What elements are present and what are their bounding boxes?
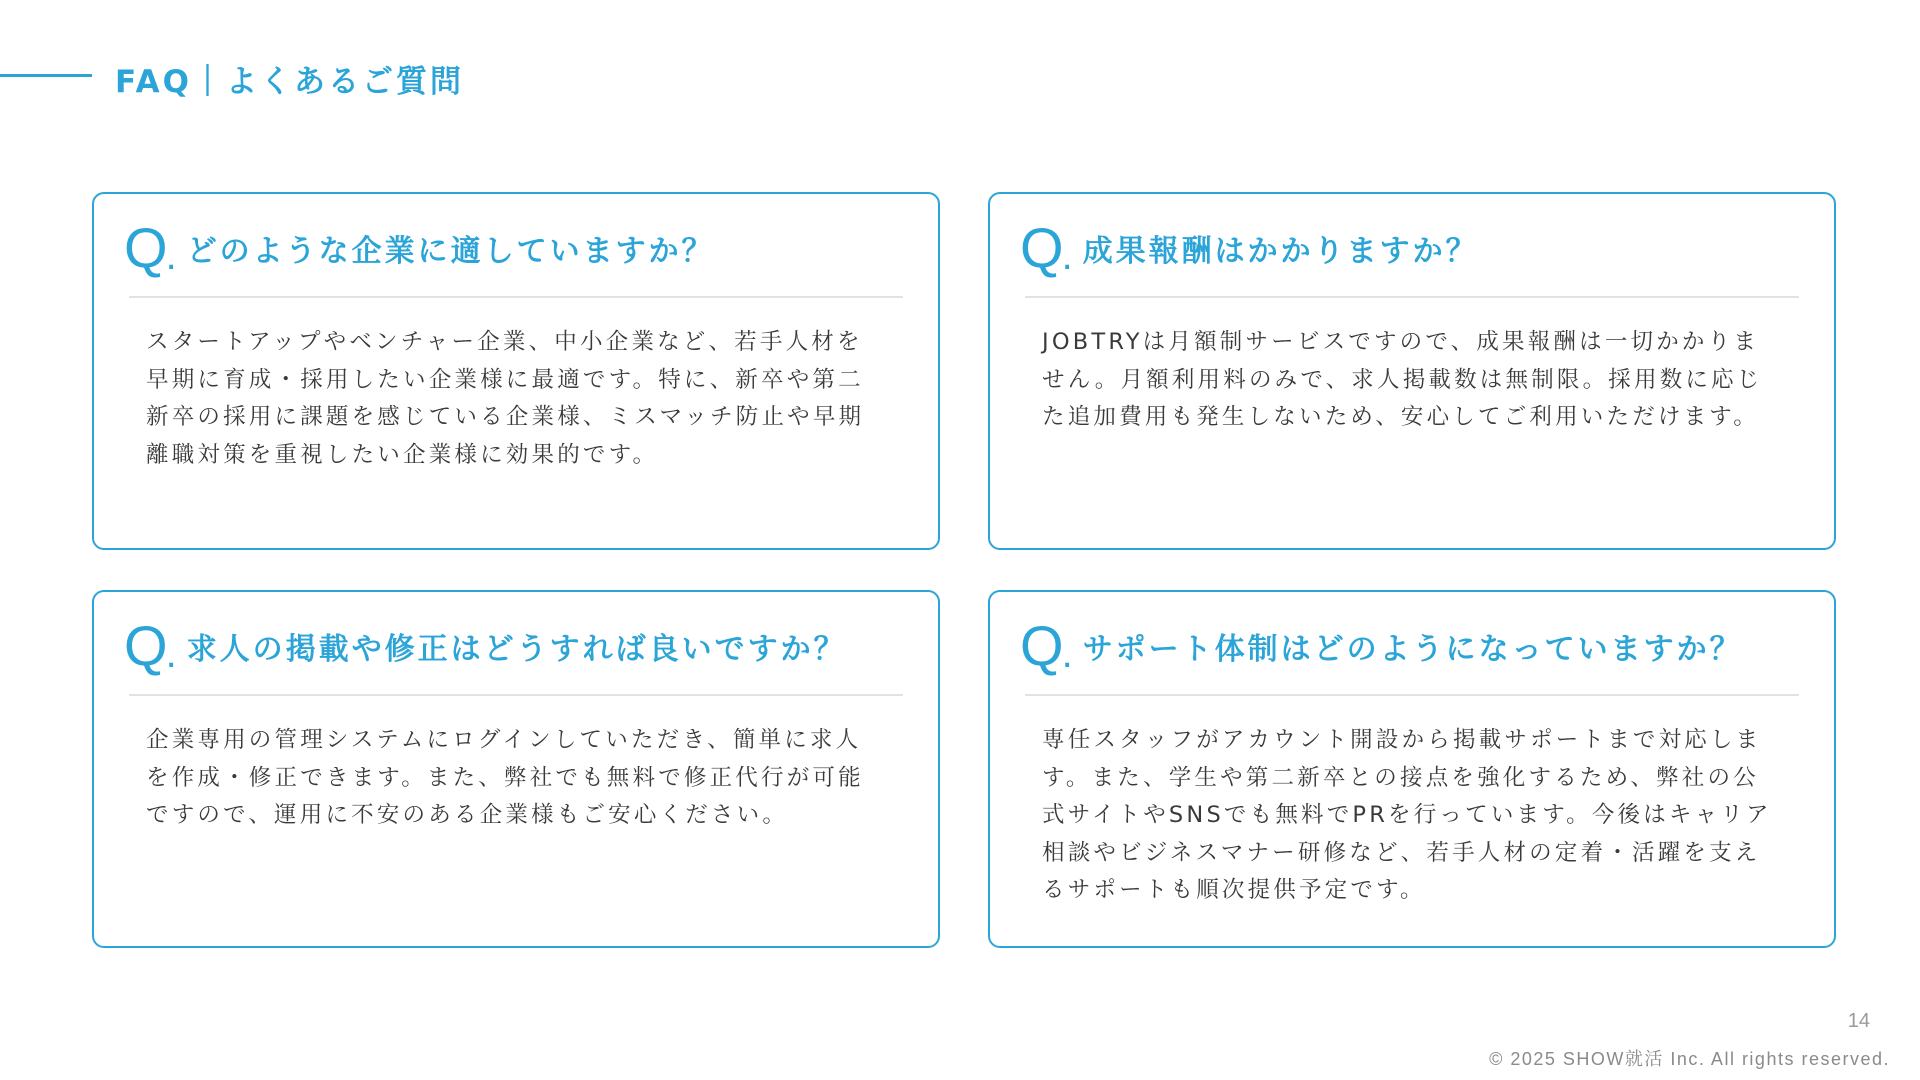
faq-question: サポート体制はどのようになっていますか？ <box>1082 632 1743 667</box>
copyright-text: © 2025 SHOW就活 Inc. All rights reserved. <box>1489 1049 1890 1069</box>
faq-card-4 <box>988 590 1836 948</box>
faq-answer: JOBTRYは月額制サービスですので、成果報酬は一切かかりません。月額利用料のみで、求人掲載数は無制限。採用数に応じた追加費用も発生しないため、安心してご利用いただけます。 <box>1042 329 1763 430</box>
faq-card-3 <box>92 590 940 948</box>
faq-question: 成果報酬はかかりますか？ <box>1082 234 1479 269</box>
faq-card-2 <box>988 192 1836 550</box>
faq-divider <box>1025 296 1799 298</box>
q-dot: . <box>1061 233 1073 278</box>
q-icon: Q <box>124 216 166 279</box>
faq-card-1 <box>92 192 940 550</box>
faq-divider <box>129 296 903 298</box>
page-number: 14 <box>1847 1010 1870 1032</box>
faq-question-row <box>1020 614 1804 678</box>
q-dot: . <box>165 631 177 676</box>
faq-answer: 専任スタッフがアカウント開設から掲載サポートまで対応します。また、学生や第二新卒との接点を強化するため、弊社の公式サイトやSNSでも無料でPRを行っています。今後はキャリア相談やビジネスマナー研修など、若手人材の定着・活躍を支えるサポートも順次提供予定です。 <box>1042 727 1772 903</box>
faq-divider <box>1025 694 1799 696</box>
q-dot: . <box>1061 631 1073 676</box>
faq-answer: スタートアップやベンチャー企業、中小企業など、若手人材を早期に育成・採用したい企業様に最適です。特に、新卒や第二新卒の採用に課題を感じている企業様、ミスマッチ防止や早期離職対策を重視したい企業様に効果的です。 <box>146 329 865 468</box>
q-icon: Q <box>124 614 166 677</box>
faq-question-row <box>1020 216 1804 280</box>
header-accent-line <box>0 74 92 77</box>
page-title: FAQ｜よくあるご質問 <box>115 64 464 100</box>
faq-divider <box>129 694 903 696</box>
q-icon: Q <box>1020 216 1062 279</box>
faq-question: 求人の掲載や修正はどうすれば良いですか？ <box>186 632 847 667</box>
faq-question-row <box>124 216 908 280</box>
faq-question: どのような企業に適していますか？ <box>186 234 715 269</box>
q-icon: Q <box>1020 614 1062 677</box>
faq-question-row <box>124 614 908 678</box>
q-dot: . <box>165 233 177 278</box>
faq-answer: 企業専用の管理システムにログインしていただき、簡単に求人を作成・修正できます。また、弊社でも無料で修正代行が可能ですので、運用に不安のある企業様もご安心ください。 <box>146 727 864 828</box>
